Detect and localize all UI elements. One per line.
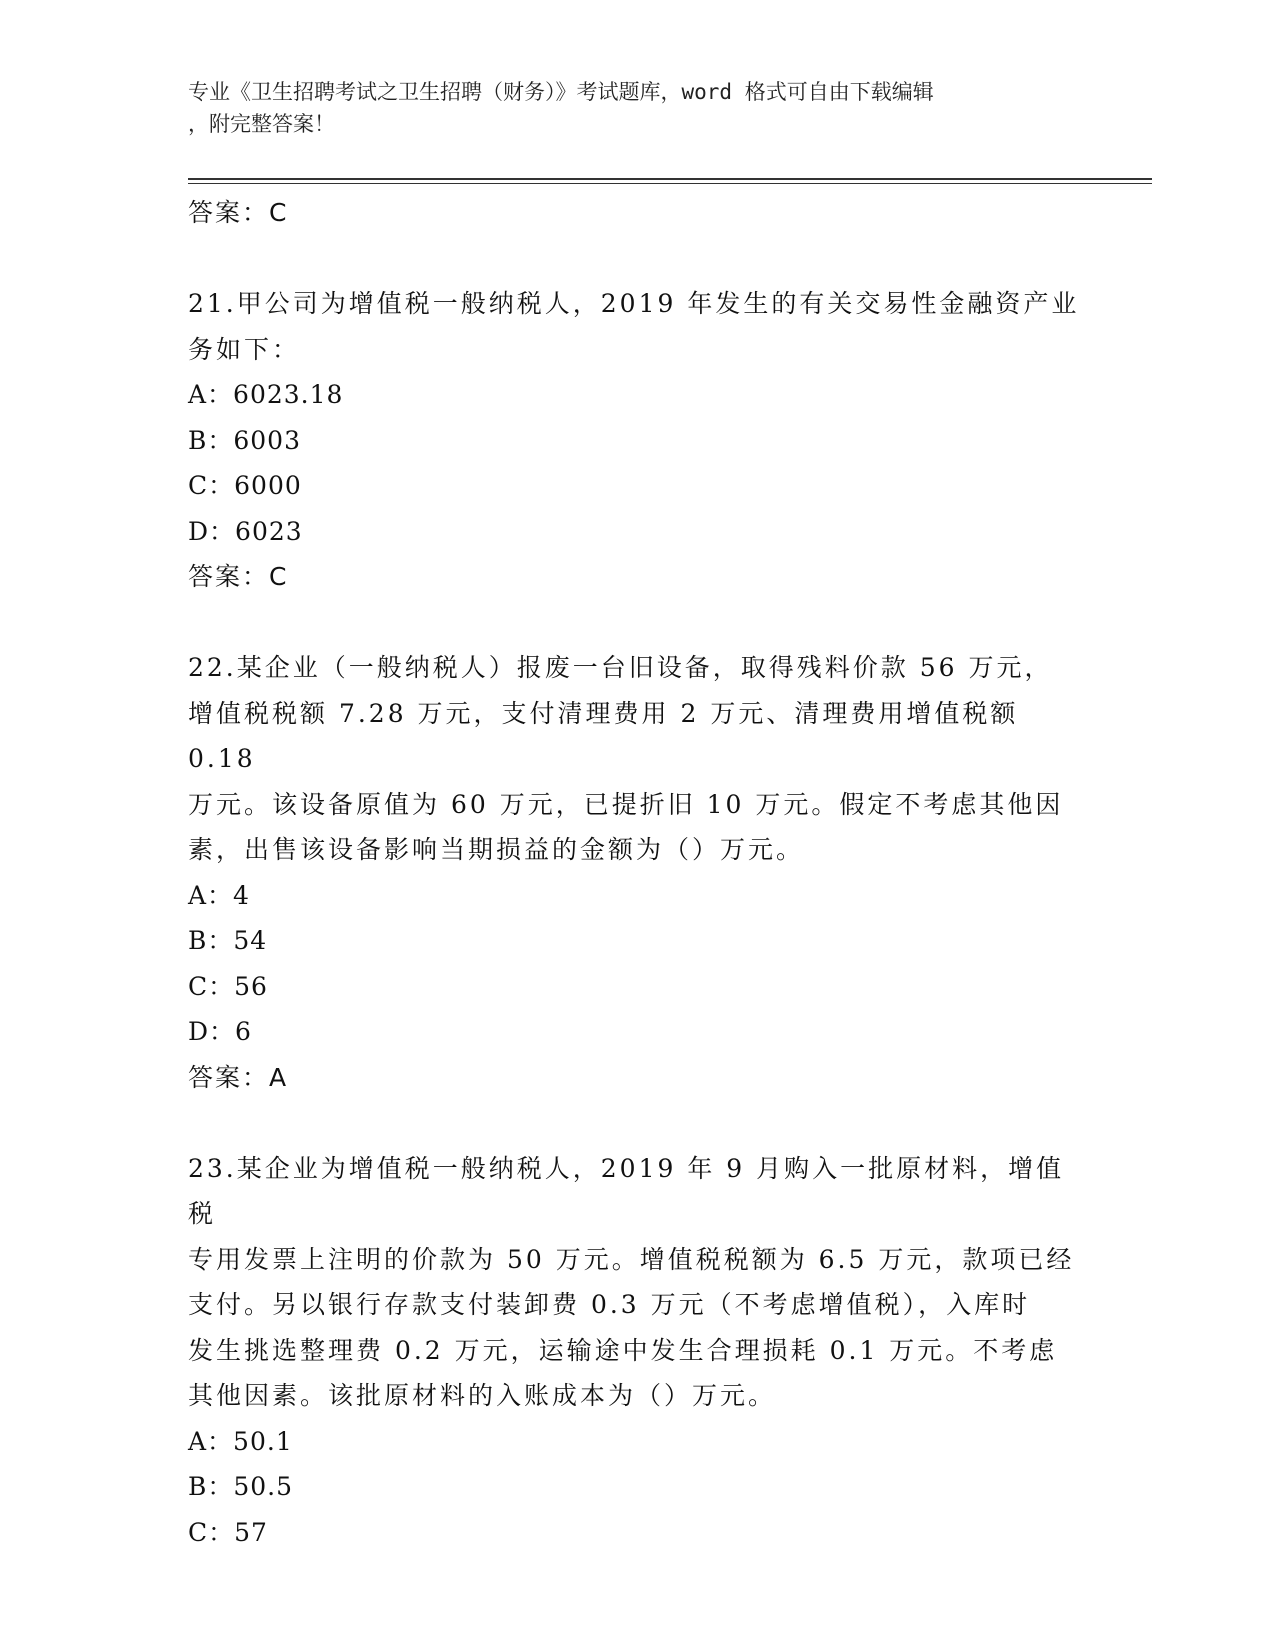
header-rule-thin <box>188 183 1152 184</box>
option-c: C：57 <box>188 1517 268 1547</box>
question-text-line: 专用发票上注明的价款为 50 万元。增值税税额为 6.5 万元，款项已经 <box>188 1244 1075 1274</box>
option-a: A：4 <box>188 880 250 910</box>
answer: 答案：A <box>188 1062 289 1092</box>
header-line-1: 专业《卫生招聘考试之卫生招聘（财务）》考试题库，word 格式可自由下载编辑 <box>188 80 934 104</box>
option-c: C：56 <box>188 971 268 1001</box>
spacer <box>188 236 1088 282</box>
option-b: B：54 <box>188 926 268 955</box>
question-text-line: 其他因素。该批原材料的入账成本为（）万元。 <box>188 1381 777 1410</box>
option-d: D：6023 <box>188 516 303 546</box>
question-text-line: 22.某企业（一般纳税人）报废一台旧设备，取得残料价款 56 万元， <box>188 653 1053 682</box>
question-list <box>188 190 1088 1555</box>
question-text-line: 增值税税额 7.28 万元，支付清理费用 2 万元、清理费用增值税额 0.18 <box>188 698 1019 773</box>
question-text-line: 素，出售该设备影响当期损益的金额为（）万元。 <box>188 835 805 864</box>
page-header <box>188 76 1088 140</box>
question-23 <box>188 1146 1088 1556</box>
option-c: C：6000 <box>188 471 302 500</box>
question-21 <box>188 281 1088 600</box>
question-text-line: 支付。另以银行存款支付装卸费 0.3 万元（不考虑增值税），入库时 <box>188 1290 1031 1319</box>
question-text-line: 21.甲公司为增值税一般纳税人，2019 年发生的有关交易性金融资产业 <box>188 289 1080 318</box>
option-d: D：6 <box>188 1017 252 1046</box>
question-text-line: 23.某企业为增值税一般纳税人，2019 年 9 月购入一批原材料，增值税 <box>188 1153 1065 1228</box>
option-a: A：50.1 <box>188 1426 293 1456</box>
option-b: B：50.5 <box>188 1472 294 1501</box>
question-text-line: 万元。该设备原值为 60 万元，已提折旧 10 万元。假定不考虑其他因 <box>188 789 1064 819</box>
header-line-2: ，附完整答案！ <box>188 112 335 136</box>
question-22 <box>188 645 1088 1100</box>
spacer <box>188 1100 1088 1146</box>
option-b: B：6003 <box>188 425 301 455</box>
spacer <box>188 600 1088 646</box>
option-a: A：6023.18 <box>188 380 344 409</box>
header-rule-thick <box>188 178 1152 180</box>
question-text-line: 发生挑选整理费 0.2 万元，运输途中发生合理损耗 0.1 万元。不考虑 <box>188 1335 1058 1365</box>
previous-answer: 答案：C <box>188 198 289 227</box>
question-text-line: 务如下： <box>188 334 301 364</box>
answer: 答案：C <box>188 562 289 591</box>
